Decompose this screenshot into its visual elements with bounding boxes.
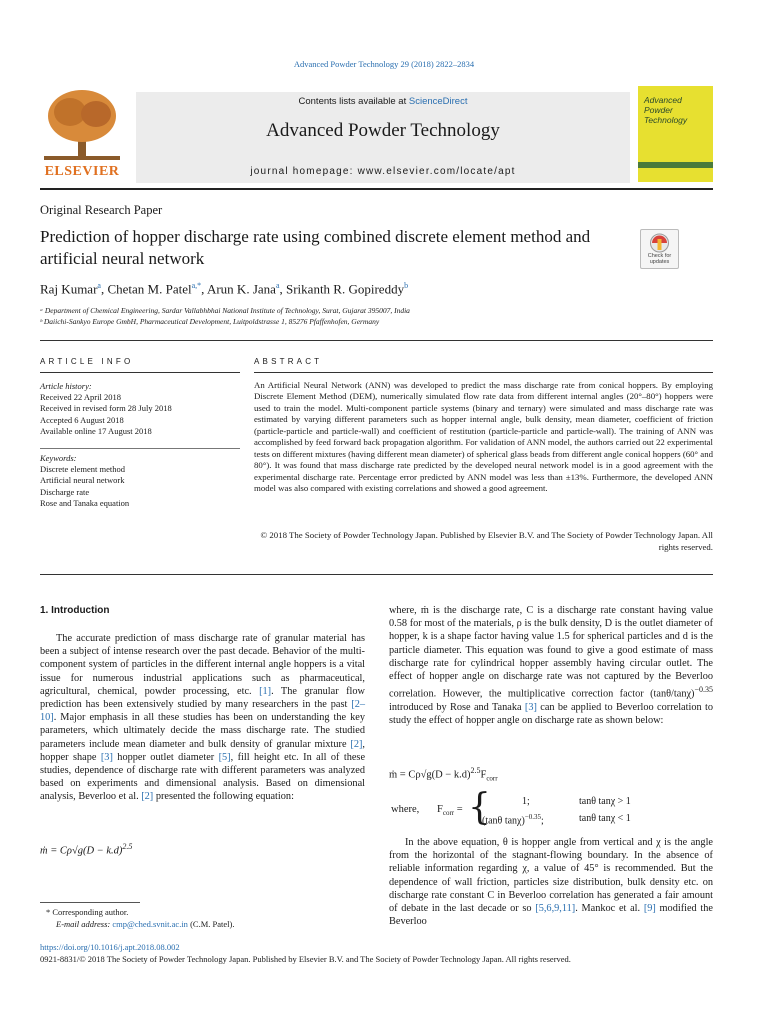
equation-corrected: ṁ = $C\rho√g(D - k.d)^{2.5}F_{corr}$ — [389, 766, 498, 783]
contents-line: Contents lists available at ScienceDirect — [298, 96, 468, 107]
author-name[interactable]: Raj Kumar — [40, 281, 98, 297]
keyword: Artificial neural network — [40, 475, 125, 486]
citation-link[interactable]: [9] — [643, 903, 656, 915]
piecewise-case-2: (tanθ tanχ)$^{-0.35}$; — [482, 813, 544, 827]
footnote-rule — [40, 902, 140, 903]
affiliation-b: ᵇ Daiichi-Sankyo Europe GmbH, Pharmaceutical Development, Luitpoldstrasse 1, 85276 Pfaffenhofen, Germany — [40, 316, 380, 326]
introduction-paragraph-1: The accurate prediction of mass discharge rate of granular material has been a subject of intense research over the past decade. Behavior of the multi-component system of particles in the different internal angle hoppers is a vital issue for numerous industrial applications such as pharmaceutical, agricultural, chemical, powder processing, etc. [1]. The granular flow prediction has been extensively studied by many researchers in the past [2–10]. Major emphasis in all these studies has been on understanding the key parameters, which ultimately decide the mass discharge rate. The studied parameters include mean diameter and bulk density of granular mixture [2], hopper shape [3] hopper outlet diameter [5], fill height etc. In all of these studies, dependence of discharge rate with different parameters was analyzed based on experiments and dimensional analysis. Based on dimensional analysis, Beverloo et al. [2] presented the following equation: — [40, 633, 366, 803]
author-name[interactable]: Srikanth R. Gopireddy — [286, 281, 405, 297]
author-list: Raj Kumar$^a$, Chetan M. Patel$^{a,*}$, Arun K. Jana$^a$, Srikanth R. Gopireddy$^b$ — [40, 281, 409, 297]
keywords-label: Keywords: — [40, 453, 77, 463]
paper-title: Prediction of hopper discharge rate using combined discrete element method and artificial neural network — [40, 227, 591, 268]
piecewise-case-1: 1; — [522, 796, 530, 807]
piecewise-brace: { — [468, 787, 491, 828]
author-name[interactable]: Arun K. Jana — [206, 281, 276, 297]
history-item: Available online 17 August 2018 — [40, 425, 152, 436]
abstract-copyright: © 2018 The Society of Powder Technology Japan. Published by Elsevier B.V. and The Society of Powder Technology Japan. All rights reserved. — [260, 530, 713, 552]
crossmark-icon — [641, 230, 678, 254]
citation-link[interactable]: [3] — [524, 701, 537, 713]
keyword: Discharge rate — [40, 486, 90, 497]
equation-beverloo: ṁ = $C\rho√g(D - k.d)^{2.5}$ — [40, 842, 133, 857]
article-info-rule — [40, 372, 240, 373]
where-label: where, — [391, 804, 420, 815]
history-item: Accepted 6 August 2018 — [40, 414, 124, 425]
sciencedirect-link[interactable]: ScienceDirect — [408, 96, 468, 107]
author-affiliation-mark[interactable]: a — [97, 281, 101, 290]
email-link[interactable]: cmp@ched.svnit.ac.in — [112, 918, 188, 929]
section-heading-introduction: 1. Introduction — [40, 605, 110, 616]
abstract-text: An Artificial Neural Network (ANN) was developed to predict the mass discharge rate from conical hoppers. By employing Discrete Element Method (DEM), numerically simulated flow rate data from different internal angles (20°–80°) hoppers were used to train the model. Multi-component particle systems (binary and ternary) were simulated and mass discharge rate was estimated by varying different parameters such as hopper internal angle, bulk density, mean diameter, coefficient of friction (particle-particle and particle-wall) and coefficient of restitution (particle-particle and particle-wall). The training of ANN was accomplished by feed forward back propagation algorithm. For validation of ANN model, the authors carried out 22 experimental tests on different mixtures (having different mean diameter) of spherical glass beads from different angle conical hoppers (60° and 80°). It was found that mass discharge rate predicted by the developed neural network model is in a good agreement with the experimental discharge rate. Percentage error predicted by ANN model was less than ±13%. Furthermore, the developed ANN model was also compared with existing correlations and showed a good agreement. — [254, 380, 713, 494]
citation-link[interactable]: [5,6,9,11] — [535, 903, 576, 915]
crossmark-label: Check for updates — [647, 253, 672, 265]
piecewise-condition-1: tanθ tanχ > 1 — [579, 796, 631, 807]
affiliations — [40, 306, 410, 327]
journal-homepage: journal homepage: www.elsevier.com/locate/apt — [250, 166, 516, 177]
keyword: Rose and Tanaka equation — [40, 497, 130, 508]
introduction-paragraph-2: where, ṁ is the discharge rate, C is a discharge rate constant having value 0.58 for most of the materials, ρ is the bulk density, D is the outlet diameter of hopper, k is a shape factor having value 1.5 for spherical particles and d is the particle diameter. This equation was found to give a good estimate of mass discharge rate for cylindrical hopper assembly having circular outlet. The effect of hopper angle on discharge rate was not captured by the Beverloo correlation. However, the multiplicative correction factor $(\tan\theta/\tan\chi)^{-0.35}$ introduced by Rose and Tanaka [3] can be applied to Beverloo correlation to study the effect of hopper angle on discharge rate as shown below: — [389, 605, 713, 727]
front-matter-rule — [40, 574, 713, 575]
author-affiliation-mark[interactable]: a — [275, 281, 280, 290]
history-item: Received 22 April 2018 — [40, 392, 121, 403]
citation-link[interactable]: [1] — [259, 685, 272, 697]
author-affiliation-mark[interactable]: b — [404, 281, 409, 290]
citation-link[interactable]: [2] — [141, 791, 154, 803]
history-item: Received in revised form 28 July 2018 — [40, 403, 172, 414]
history-label: Article history: — [40, 381, 92, 391]
keywords-rule — [40, 448, 240, 449]
journal-title: Advanced Powder Technology — [266, 120, 500, 141]
issn-copyright: 0921-8831/© 2018 The Society of Powder Technology Japan. Published by Elsevier B.V. and The Society of Powder Technology Japan. All rights reserved. — [40, 954, 571, 964]
citation-link[interactable]: [5] — [218, 751, 231, 763]
keywords — [40, 453, 240, 509]
introduction-paragraph-3: In the above equation, θ is hopper angle from vertical and χ is the angle from the horizontal of the stagnant-flowing boundary. In the absence of reliable information regarding χ, a value of 45° is recommended. But the dependence of wall friction, particles size distribution, bulk density etc. on discharge rate constant C in Beverloo correlation has generated a fair amount of debate in the last decade or so [5,6,9,11]. Mankoc et al. [9] modified the Beverloo — [389, 837, 713, 928]
affiliation-rule — [40, 340, 713, 341]
keyword: Discrete element method — [40, 464, 125, 475]
homepage-link[interactable]: www.elsevier.com/locate/apt — [357, 166, 516, 177]
piecewise-condition-2: tanθ tanχ < 1 — [579, 813, 631, 824]
article-info-heading: ARTICLE INFO — [40, 357, 134, 366]
abstract-rule — [254, 372, 713, 373]
citation-link[interactable]: [3] — [100, 751, 113, 763]
header-rule — [40, 188, 713, 190]
cover-title: Advanced Powder Technology — [644, 95, 688, 125]
article-history — [40, 381, 240, 437]
corresponding-author-footnote: * Corresponding author. E-mail address: cmp@ched.svnit.ac.in (C.M. Patel). — [46, 907, 235, 929]
abstract-heading: ABSTRACT — [254, 357, 323, 366]
citation-link[interactable]: [2] — [350, 738, 363, 750]
author-name[interactable]: Chetan M. Patel — [107, 281, 192, 297]
journal-reference[interactable]: Advanced Powder Technology 29 (2018) 2822–2834 — [293, 59, 475, 69]
affiliation-a: ᵃ Department of Chemical Engineering, Sardar Vallabhbhai National Institute of Technology, Surat, Gujarat 395007, India — [40, 306, 410, 315]
fcorr-label: $F_{corr}$ = — [437, 804, 463, 818]
cover-band — [638, 162, 713, 168]
doi-link[interactable]: https://doi.org/10.1016/j.apt.2018.08.002 — [40, 942, 180, 952]
elsevier-wordmark: ELSEVIER — [44, 164, 120, 179]
author-affiliation-mark[interactable]: a,* — [191, 281, 202, 290]
citation-link[interactable]: [2–10] — [40, 699, 365, 724]
article-type: Original Research Paper — [40, 203, 163, 217]
